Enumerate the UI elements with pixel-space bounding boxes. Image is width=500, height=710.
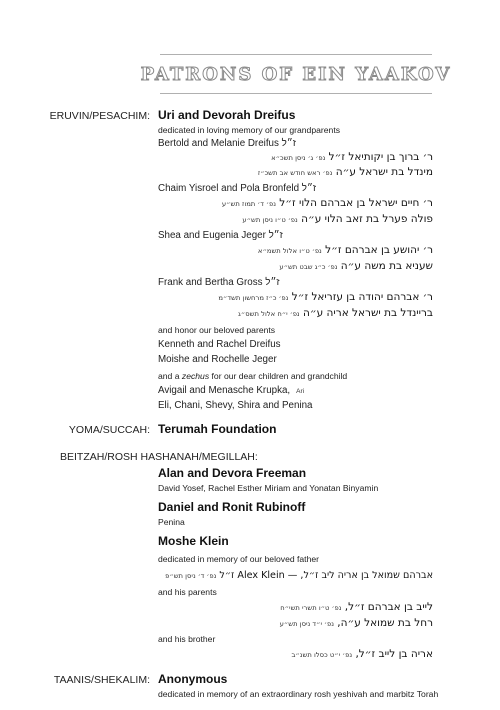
- honor-text: and honor our beloved parents: [158, 325, 276, 335]
- donor-name: Terumah Foundation: [158, 422, 277, 436]
- donor-children: Penina: [158, 517, 185, 527]
- banner-title: PATRONS OF EIN YAAKOV: [140, 63, 452, 85]
- patrons-banner: [140, 52, 452, 96]
- hebrew-name-line: ר׳ ברוך בן יקותיאל ז״ל נפ׳ ג׳ ניסן תשכ״א: [271, 151, 433, 163]
- donor-children: David Yosef, Rachel Esther Miriam and Yonatan Binyamin: [158, 483, 379, 493]
- category-label: BEITZAH/ROSH HASHANAH/MEGILLAH:: [60, 451, 258, 463]
- parents-names: Kenneth and Rachel Dreifus: [158, 339, 281, 350]
- zechus-text: and a zechus for our dear children and grandchild: [158, 371, 348, 381]
- children-names: Avigail and Menasche Krupka, Ari: [158, 385, 305, 396]
- grandparents-names: Shea and Eugenia Jeger ז״ל: [158, 230, 283, 241]
- grandparents-names: Frank and Bertha Gross ז״ל: [158, 277, 280, 288]
- donor-name: Anonymous: [158, 672, 228, 686]
- hebrew-name-line: ר׳ חיים ישראל בן אברהם הלוי ז״ל נפ׳ ד׳ תמוז תש״ע: [221, 197, 433, 209]
- category-label: TAANIS/SHEKALIM:: [53, 674, 150, 686]
- hebrew-name-line: ר׳ אברהם יהודה בן עזריאל ז״ל נפ׳ כ״ז מרחשון תשד״מ: [218, 291, 433, 303]
- category-label: ERUVIN/PESACHIM:: [49, 110, 150, 122]
- banner-rule-top: [160, 54, 432, 55]
- hebrew-name-line: מינדל בת ישראל ע״ה נפ׳ ראש חודש אב תשכ״ז: [257, 166, 433, 178]
- children-names: Eli, Chani, Shevy, Shira and Penina: [158, 400, 313, 411]
- dedication-text: dedicated in memory of our beloved father: [158, 554, 319, 564]
- grandparents-names: Chaim Yisroel and Pola Bronfeld ז״ל: [158, 183, 317, 194]
- donor-name: Uri and Devorah Dreifus: [158, 108, 296, 122]
- donor-name: Daniel and Ronit Rubinoff: [158, 500, 306, 514]
- hebrew-name-line: פולה פערל בת זאב הלוי ע״ה נפ׳ ט״ו ניסן תש״ע: [242, 213, 433, 225]
- hebrew-name-line: רחל בת שמואל ע״ה, נפ׳ י״ד ניסן תש״ע: [279, 617, 433, 629]
- category-label: YOMA/SUCCAH:: [68, 424, 150, 436]
- banner-rule-bottom: [160, 93, 432, 94]
- hebrew-name-line: בריינדל בת ישראל אריה ע״ה נפ׳ י״ח אלול תשס״ג: [238, 307, 433, 319]
- hebrew-name-line: לייב בן אברהם ז״ל, נפ׳ ט״ו תשרי תשי״ח: [280, 601, 433, 613]
- brother-label: and his brother: [158, 634, 216, 644]
- hebrew-name-line: שעניא בת משה ע״ה נפ׳ כ״ג שבט תש״ע: [279, 260, 433, 272]
- grandparents-names: Bertold and Melanie Dreifus ז״ל: [158, 138, 296, 149]
- dedication-text: dedicated in memory of an extraordinary rosh yeshivah and marbitz Torah: [158, 689, 439, 699]
- parents-label: and his parents: [158, 587, 217, 597]
- father-line: אברהם שמואל בן אריה ליב ז״ל, — Alex Klein ז״ל נפ׳ ד׳ ניסן תש״פ: [165, 570, 433, 581]
- hebrew-name-line: אריה בן לייב ז״ל, נפ׳ י״ט כסלו תשנ״ב: [291, 648, 433, 660]
- parents-names: Moishe and Rochelle Jeger: [158, 354, 277, 365]
- donor-name: Alan and Devora Freeman: [158, 466, 307, 480]
- hebrew-name-line: ר׳ יהושע בן אברהם ז״ל נפ׳ ט״ו אלול תשמ״א: [257, 244, 433, 256]
- donor-name: Moshe Klein: [158, 534, 229, 548]
- dedication-text: dedicated in loving memory of our grandparents: [158, 125, 341, 135]
